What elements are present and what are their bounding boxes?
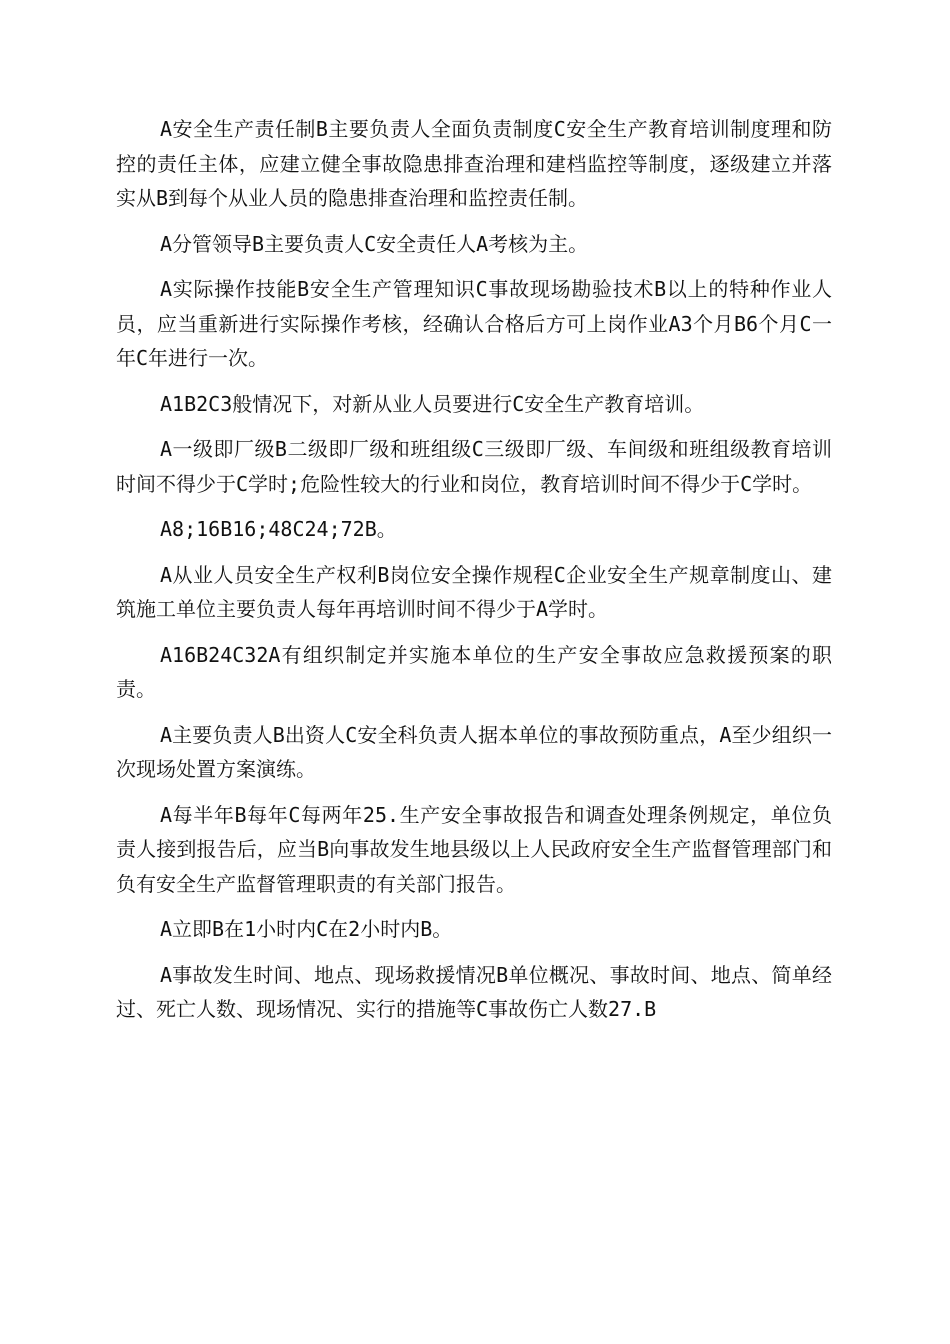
paragraph-5: A一级即厂级B二级即厂级和班组级C三级即厂级、车间级和班组级教育培训时间不得少于C学时;危险性较大的行业和岗位，教育培训时间不得少于C学时。 [116, 437, 832, 496]
paragraph-8: A16B24C32A有组织制定并实施本单位的生产安全事故应急救援预案的职责。 [116, 642, 832, 701]
paragraph-9: A主要负责人B出资人C安全科负责人据本单位的事故预防重点，A至少组织一次现场处置方案演练。 [116, 722, 832, 781]
paragraph-3: A实际操作技能B安全生产管理知识C事故现场勘验技术B以上的特种作业人员，应当重新进行实际操作考核，经确认合格后方可上岗作业A3个月B6个月C一年C年进行一次。 [116, 277, 832, 370]
paragraph-7: A从业人员安全生产权利B岗位安全操作规程C企业安全生产规章制度山、建筑施工单位主要负责人每年再培训时间不得少于A学时。 [116, 562, 832, 621]
paragraph-6: A8;16B16;48C24;72B。 [160, 517, 397, 541]
document-page [116, 112, 832, 1038]
paragraph-2: A分管领导B主要负责人C安全责任人A考核为主。 [160, 231, 589, 256]
paragraph-11: A立即B在1小时内C在2小时内B。 [160, 917, 453, 941]
paragraph-12: A事故发生时间、地点、现场救援情况B单位概况、事故时间、地点、简单经过、死亡人数、现场情况、实行的措施等C事故伤亡人数27.B [116, 962, 832, 1021]
paragraph-1: A安全生产责任制B主要负责人全面负责制度C安全生产教育培训制度理和防控的责任主体，应建立健全事故隐患排查治理和建档监控等制度，逐级建立并落实从B到每个从业人员的隐患排查治理和监控责任制。 [116, 117, 832, 210]
paragraph-4: A1B2C3般情况下，对新从业人员要进行C安全生产教育培训。 [160, 391, 705, 416]
paragraph-10: A每半年B每年C每两年25.生产安全事故报告和调查处理条例规定，单位负责人接到报告后，应当B向事故发生地县级以上人民政府安全生产监督管理部门和负有安全生产监督管理职责的有关部门报告。 [116, 802, 832, 896]
